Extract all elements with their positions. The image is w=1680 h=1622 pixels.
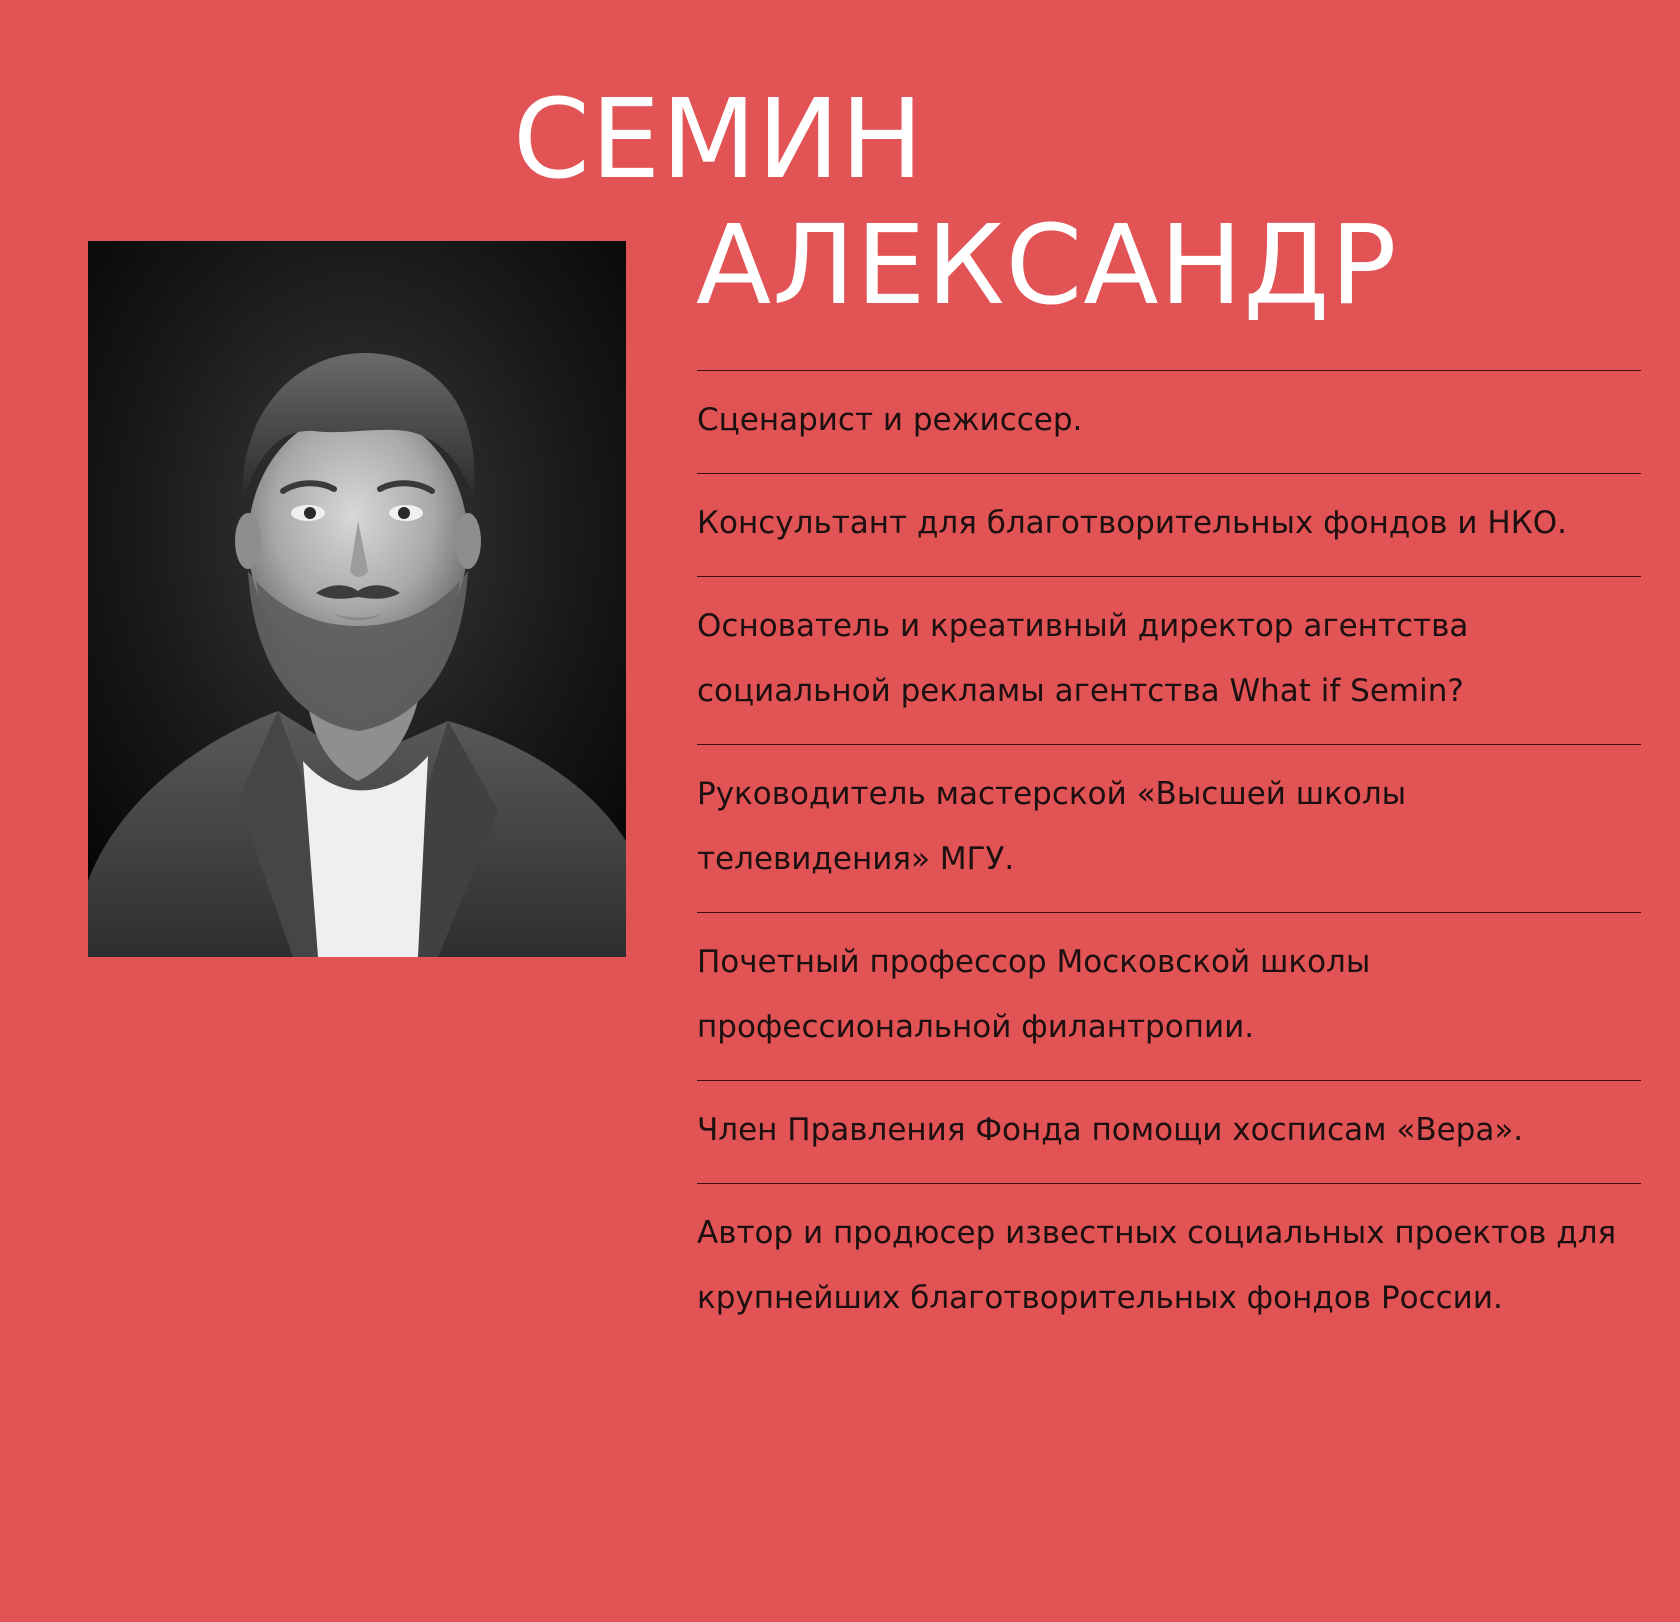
profile-name-last: АЛЕКСАНДР — [696, 201, 1398, 329]
bio-item: Член Правления Фонда помощи хосписам «Вера». — [697, 1080, 1641, 1183]
bio-item: Руководитель мастерской «Высшей школы телевидения» МГУ. — [697, 744, 1641, 912]
bio-list — [697, 370, 1641, 1331]
bio-item: Консультант для благотворительных фондов и НКО. — [697, 473, 1641, 576]
profile-name-first: СЕМИН — [513, 75, 925, 203]
portrait-photo — [88, 241, 626, 957]
bio-item: Основатель и креативный директор агентства социальной рекламы агентства What if Semin? — [697, 576, 1641, 744]
bio-item: Автор и продюсер известных социальных проектов для крупнейших благотворительных фондов России. — [697, 1183, 1641, 1331]
bio-item: Сценарист и режиссер. — [697, 370, 1641, 473]
bio-item: Почетный профессор Московской школы профессиональной филантропии. — [697, 912, 1641, 1080]
